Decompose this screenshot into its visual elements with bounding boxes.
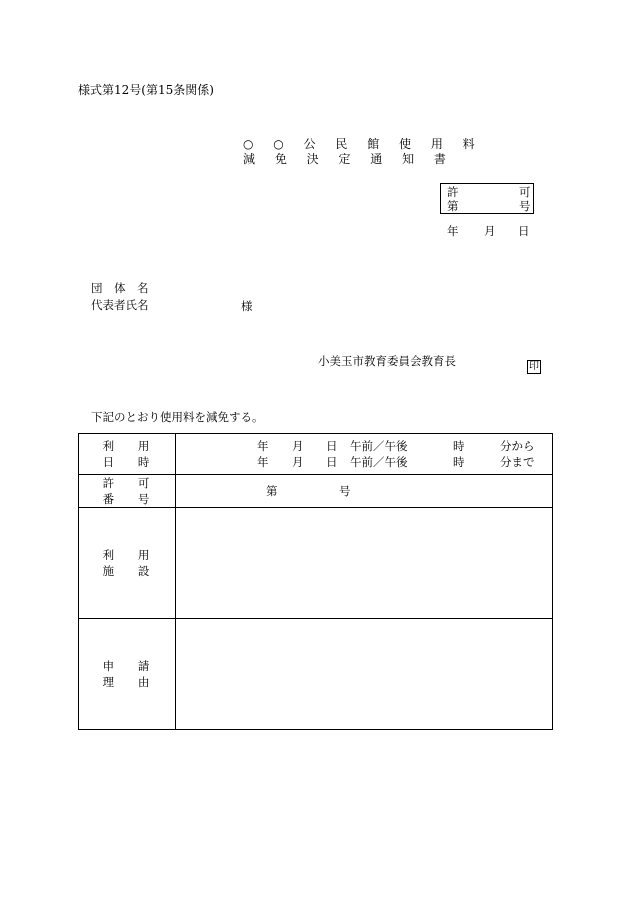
row-reason xyxy=(79,619,553,730)
permit-box xyxy=(440,183,534,214)
usage-start-year: 年 xyxy=(257,439,269,453)
facility-cell[interactable] xyxy=(176,508,553,619)
permit-box-go: 号 xyxy=(519,199,531,213)
usage-end-month: 月 xyxy=(292,455,304,469)
facility-label: 利 用 施 設 xyxy=(79,508,176,619)
details-table xyxy=(78,433,553,730)
date-year: 年 xyxy=(447,224,459,238)
reason-cell[interactable] xyxy=(176,619,553,730)
permit-number-cell[interactable] xyxy=(176,475,553,508)
document-title-line2: 減 免 決 定 通 知 書 xyxy=(243,152,454,166)
honorific-sama: 様 xyxy=(241,299,253,313)
reason-label: 申 請 理 由 xyxy=(79,619,176,730)
permit-number-dai: 第 xyxy=(266,484,278,498)
usage-end-hour: 時 xyxy=(453,455,465,469)
usage-start-hour: 時 xyxy=(453,439,465,453)
issuer-name: 小美玉市教育委員会教育長 xyxy=(318,354,456,368)
date-day: 日 xyxy=(518,224,530,238)
date-month: 月 xyxy=(484,224,496,238)
usage-end-ampm: 午前／午後 xyxy=(350,455,408,469)
row-permit-number xyxy=(79,475,553,508)
usage-date-cell[interactable] xyxy=(176,434,553,475)
row-facility xyxy=(79,508,553,619)
permit-box-dai: 第 xyxy=(447,199,459,213)
group-name-label: 団 体 名 xyxy=(91,281,149,295)
usage-end-tail: 分まで xyxy=(500,455,535,469)
permit-number-label: 許 可 番 号 xyxy=(79,475,176,508)
permit-number-go: 号 xyxy=(339,484,351,498)
form-reference: 様式第12号(第15条関係) xyxy=(78,83,214,97)
document-title-line1: ○ ○ 公 民 館 使 用 料 xyxy=(243,137,483,151)
usage-date-label: 利 用 日 時 xyxy=(79,434,176,475)
intro-text: 下記のとおり使用料を減免する。 xyxy=(91,410,264,424)
usage-start-day: 日 xyxy=(326,439,338,453)
representative-label: 代表者氏名 xyxy=(91,298,149,312)
usage-end-day: 日 xyxy=(326,455,338,469)
seal-mark xyxy=(527,354,541,374)
permit-box-ka: 可 xyxy=(519,185,531,199)
usage-start-tail: 分から xyxy=(500,439,535,453)
seal-text: 印 xyxy=(529,361,539,372)
usage-start-month: 月 xyxy=(292,439,304,453)
row-usage-date xyxy=(79,434,553,475)
permit-box-kyo: 許 xyxy=(447,185,459,199)
usage-start-ampm: 午前／午後 xyxy=(350,439,408,453)
usage-end-year: 年 xyxy=(257,455,269,469)
